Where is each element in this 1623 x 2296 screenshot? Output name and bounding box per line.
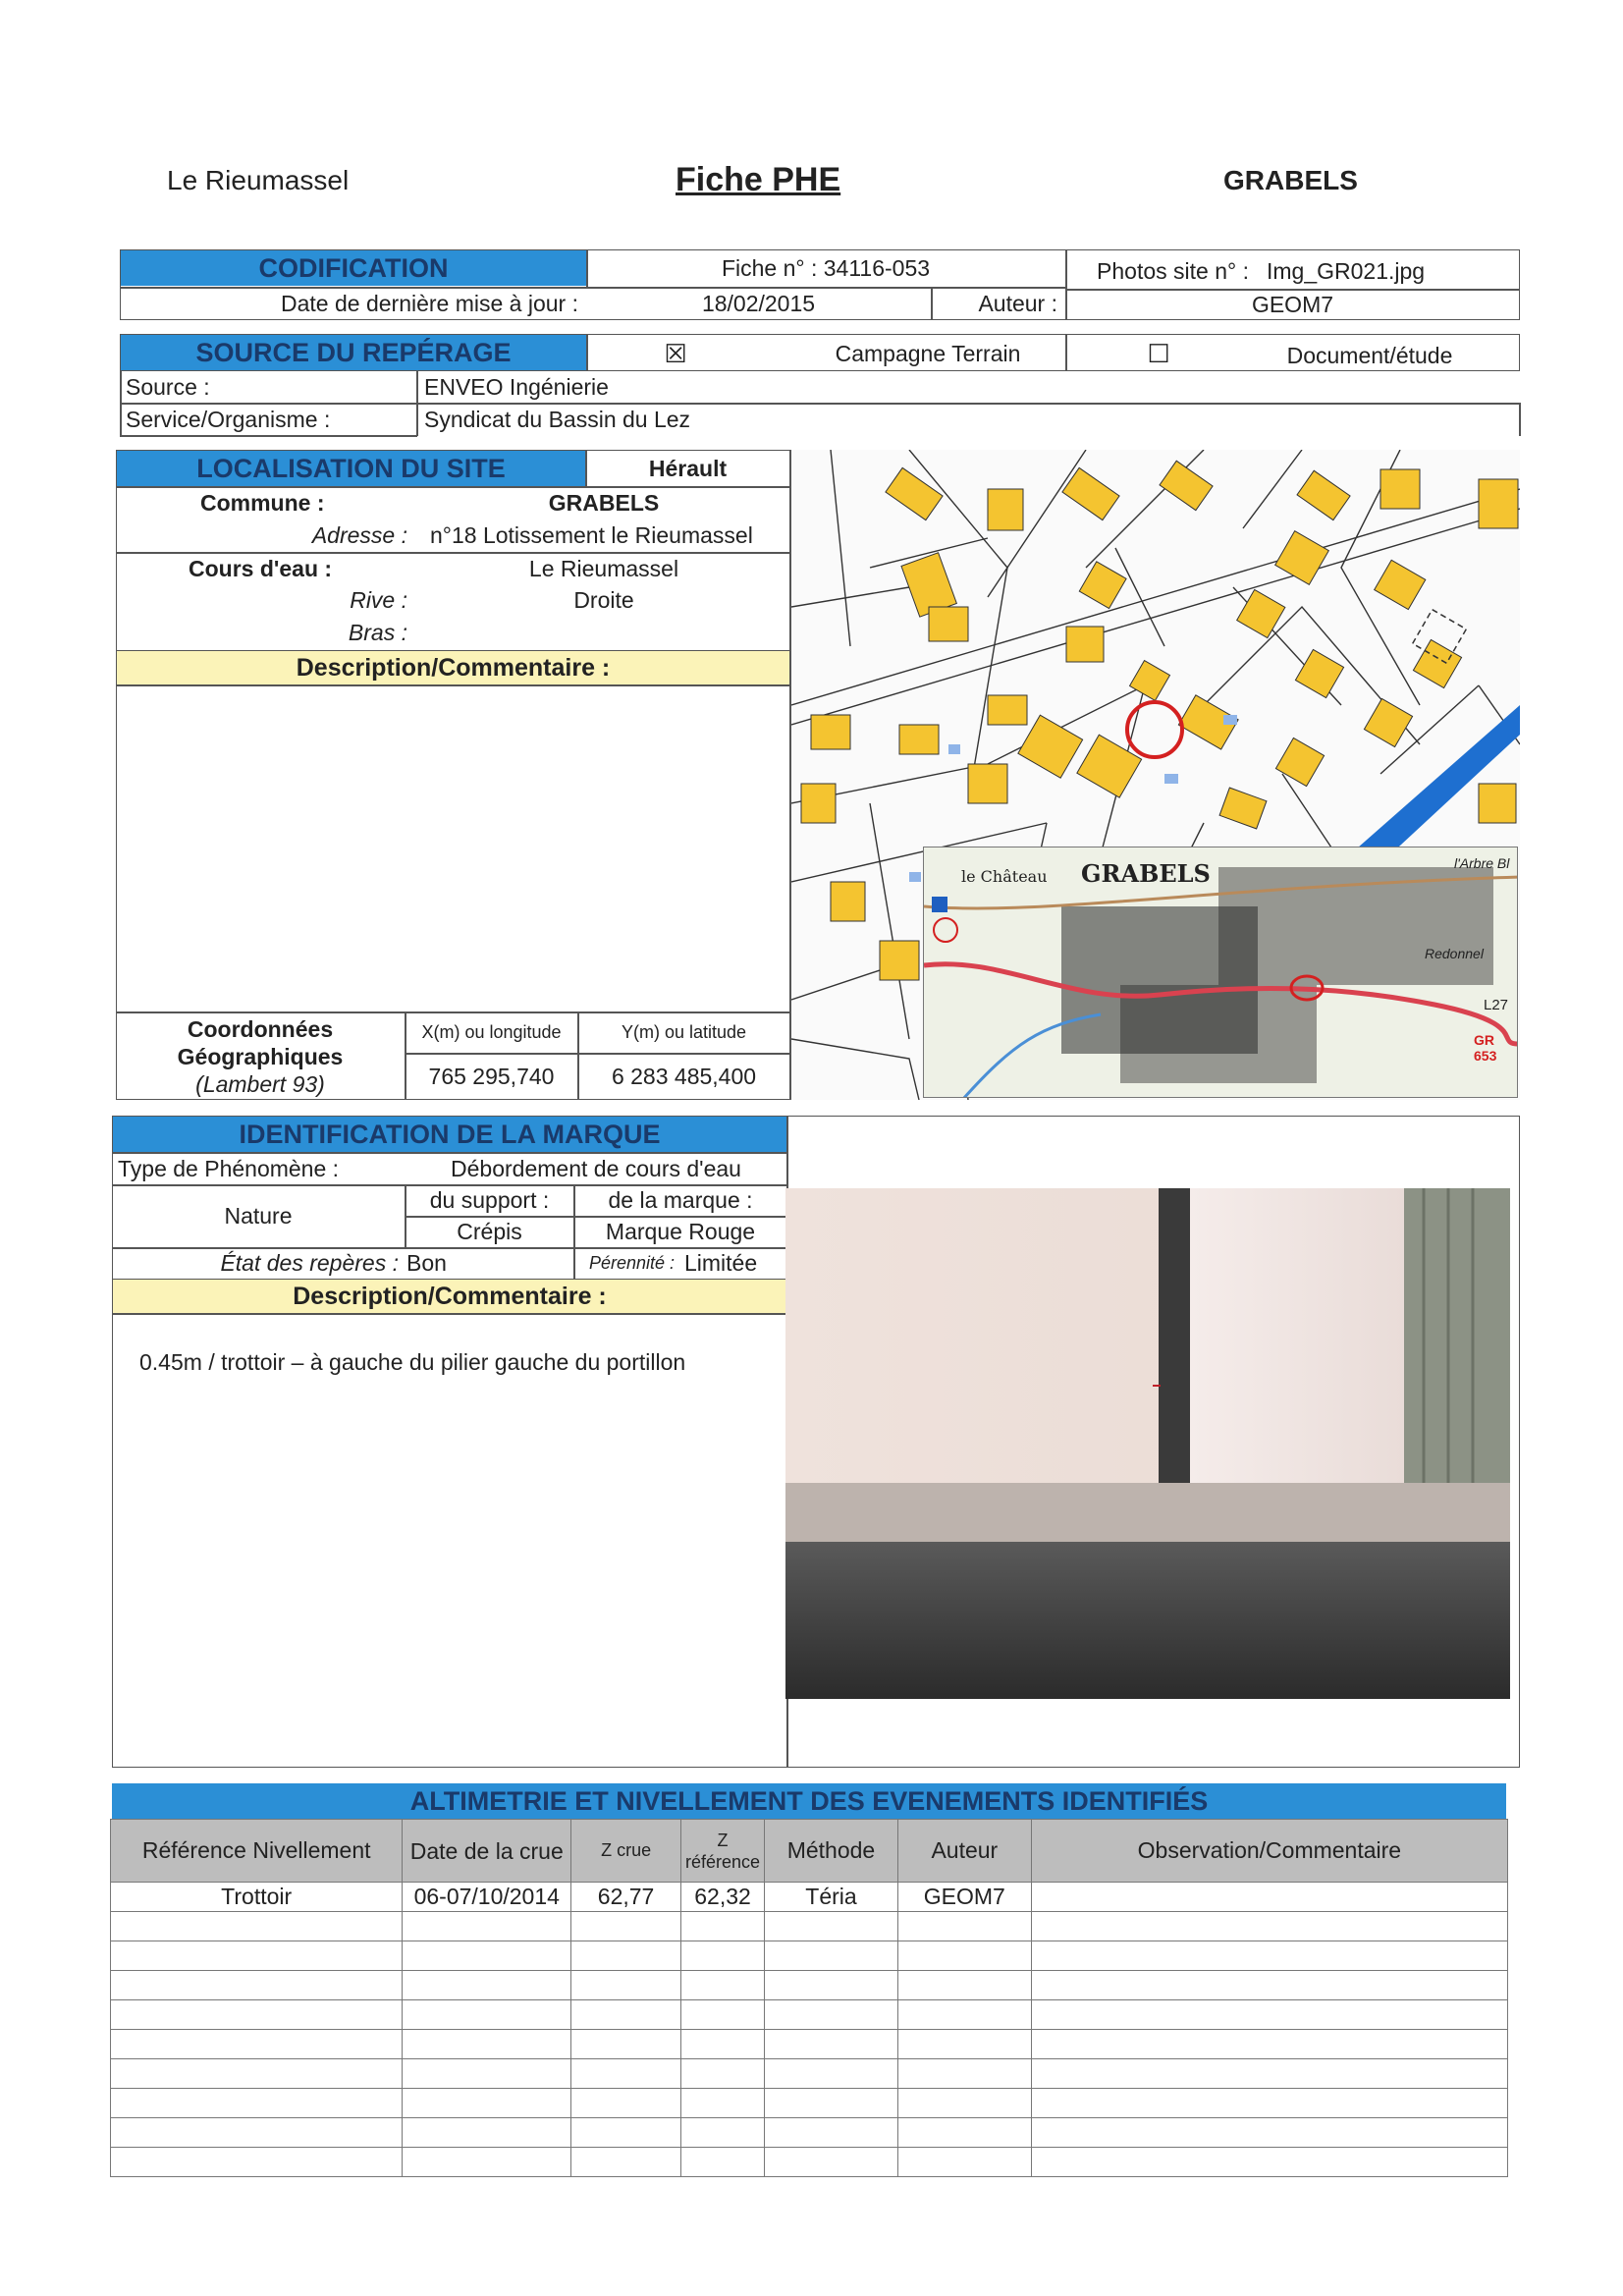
author-value: GEOM7	[1251, 292, 1334, 317]
commune-label: Commune :	[200, 489, 325, 516]
source-value: ENVEO Ingénierie	[424, 373, 609, 400]
adresse-label: Adresse :	[311, 521, 407, 548]
identification-description-value: 0.45m / trottoir – à gauche du pilier gauche du portillon	[139, 1348, 686, 1375]
source-title: SOURCE DU REPÉRAGE	[121, 335, 586, 370]
map-label-gr: GR 653	[1474, 1032, 1497, 1064]
header-commune: GRABELS	[1223, 165, 1358, 195]
localisation-description-label: Description/Commentaire :	[117, 651, 789, 684]
identification-description-label: Description/Commentaire :	[113, 1280, 786, 1313]
y-coord-label: Y(m) ou latitude	[621, 1022, 747, 1042]
photos-label: Photos site n° :	[1097, 257, 1249, 284]
departement-value: Hérault	[648, 455, 728, 481]
table-row-empty	[111, 2059, 1508, 2089]
altimetrie-table	[110, 1819, 1508, 2177]
last-update-value: 18/02/2015	[701, 291, 816, 316]
map-label-redonnel: Redonnel	[1425, 946, 1484, 961]
row-ref: Trottoir	[111, 1883, 403, 1912]
coord-label-2: Géographiques	[177, 1043, 344, 1069]
etat-label: État des repères :	[220, 1250, 399, 1276]
photos-value: Img_GR021.jpg	[1267, 257, 1426, 284]
etat-value: Bon	[406, 1250, 447, 1276]
altimetrie-header-row	[111, 1820, 1508, 1883]
phenomene-type-label: Type de Phénomène :	[118, 1155, 340, 1181]
row-zref: 62,32	[681, 1883, 765, 1912]
col-auteur: Auteur	[897, 1820, 1031, 1883]
row-date: 06-07/10/2014	[403, 1883, 571, 1912]
nature-label: Nature	[224, 1203, 293, 1229]
x-coord-label: X(m) ou longitude	[421, 1022, 562, 1042]
site-photo	[785, 1188, 1510, 1699]
map-label-grabels: GRABELS	[1081, 859, 1211, 888]
marque-value: Marque Rouge	[605, 1219, 756, 1244]
table-row-empty	[111, 1912, 1508, 1941]
table-row-empty	[111, 1971, 1508, 2000]
row-obs	[1031, 1883, 1507, 1912]
identification-title: IDENTIFICATION DE LA MARQUE	[113, 1117, 786, 1152]
map-label-chateau: le Château	[961, 867, 1048, 886]
coord-label-1: Coordonnées	[187, 1015, 334, 1042]
table-row-empty	[111, 2030, 1508, 2059]
service-label: Service/Organisme :	[126, 406, 331, 432]
rive-value: Droite	[573, 586, 634, 613]
last-update-label: Date de dernière mise à jour :	[281, 291, 578, 316]
document-option-label: Document/étude	[1286, 342, 1453, 368]
col-zref	[681, 1820, 765, 1883]
perennite-value: Limitée	[684, 1250, 758, 1276]
row-methode: Téria	[765, 1883, 898, 1912]
fiche-number: Fiche n° : 34116-053	[721, 254, 931, 281]
col-ref: Référence Nivellement	[111, 1820, 403, 1883]
support-label: du support :	[429, 1187, 550, 1213]
col-zref-1: Z	[717, 1830, 729, 1850]
row-zcrue: 62,77	[571, 1883, 681, 1912]
col-methode: Méthode	[765, 1820, 898, 1883]
table-row-empty	[111, 2148, 1508, 2177]
adresse-value: n°18 Lotissement le Rieumassel	[430, 521, 753, 548]
service-value: Syndicat du Bassin du Lez	[424, 406, 691, 432]
table-row-empty	[111, 1941, 1508, 1971]
coord-label-3: (Lambert 93)	[195, 1070, 325, 1097]
row-auteur: GEOM7	[897, 1883, 1031, 1912]
campagne-checkbox[interactable]: ☒	[664, 338, 687, 368]
commune-value: GRABELS	[548, 489, 660, 516]
y-coord-value: 6 283 485,400	[611, 1063, 757, 1089]
rive-label: Rive :	[350, 586, 407, 613]
altimetrie-title: ALTIMETRIE ET NIVELLEMENT DES EVENEMENTS IDENTIFIÉS	[112, 1783, 1506, 1819]
support-value: Crépis	[457, 1219, 522, 1244]
marque-label: de la marque :	[608, 1187, 753, 1213]
table-row-empty	[111, 2000, 1508, 2030]
source-label: Source :	[126, 373, 210, 400]
document-checkbox[interactable]: ☐	[1147, 338, 1170, 368]
codification-title: CODIFICATION	[121, 250, 586, 286]
table-row-empty	[111, 2118, 1508, 2148]
header-river-name: Le Rieumassel	[167, 165, 350, 195]
table-row-empty	[111, 2089, 1508, 2118]
localisation-title: LOCALISATION DU SITE	[117, 451, 585, 486]
topographic-map-inset	[923, 847, 1518, 1098]
author-label: Auteur :	[978, 291, 1057, 316]
phenomene-type-value: Débordement de cours d'eau	[451, 1155, 741, 1181]
perennite-label: Pérennité :	[588, 1253, 675, 1273]
bras-label: Bras :	[348, 619, 407, 645]
col-zref-2: référence	[685, 1851, 761, 1872]
col-date: Date de la crue	[403, 1820, 571, 1883]
cours-eau-label: Cours d'eau :	[189, 555, 333, 581]
x-coord-value: 765 295,740	[428, 1063, 555, 1089]
campagne-option-label: Campagne Terrain	[835, 340, 1021, 366]
page-title: Fiche PHE	[676, 161, 841, 198]
map-label-arbre: l'Arbre Bl	[1454, 855, 1510, 871]
map-label-l27: L27	[1484, 997, 1509, 1013]
col-zcrue: Z crue	[571, 1820, 681, 1883]
col-obs: Observation/Commentaire	[1031, 1820, 1507, 1883]
table-row	[111, 1883, 1508, 1912]
cours-eau-value: Le Rieumassel	[528, 555, 679, 581]
